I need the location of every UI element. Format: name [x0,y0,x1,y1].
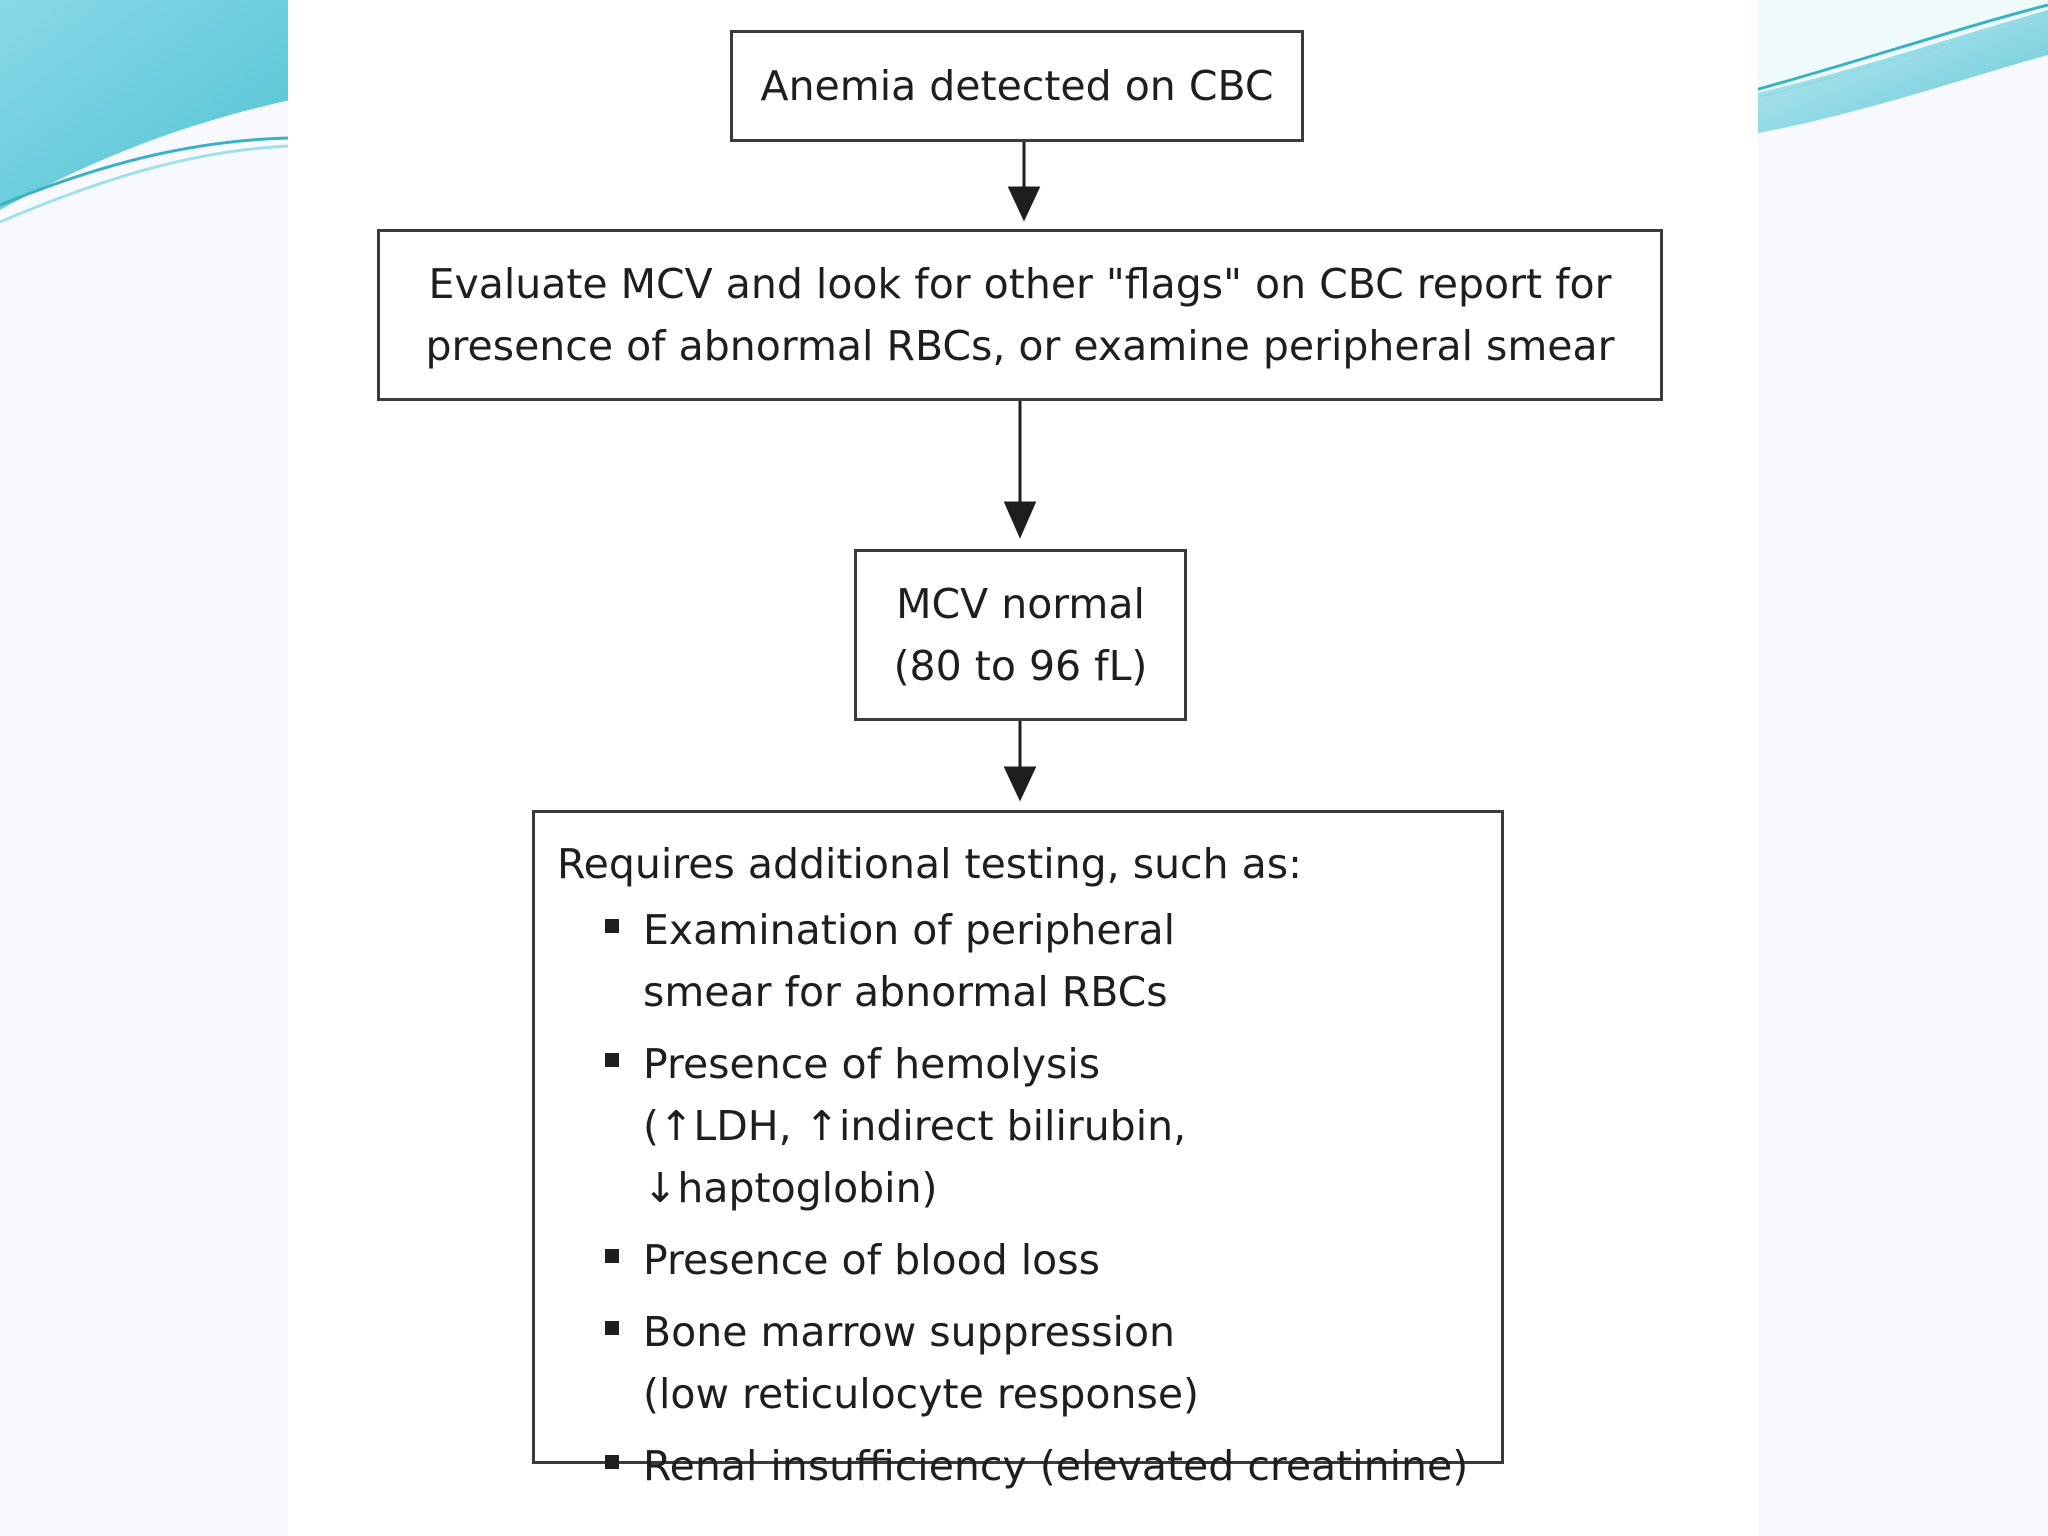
test-item-text: Presence of hemolysis [643,1040,1101,1088]
test-item-peripheral-smear [605,899,1481,1023]
right-swoosh-decoration [1748,0,2048,150]
bullet-icon [605,1455,619,1469]
test-item-text: (low reticulocyte response) [643,1370,1200,1418]
evaluate-text-line-2: presence of abnormal RBCs, or examine peripheral smear [425,322,1615,370]
evaluate-mcv-box [377,229,1663,401]
anemia-detected-box [730,30,1304,142]
test-item-hemolysis [605,1033,1481,1219]
test-item-text: Bone marrow suppression [643,1308,1176,1356]
test-item-text: Renal insufficiency (elevated creatinine) [643,1442,1469,1490]
additional-testing-box [532,810,1504,1490]
arrowhead-3 [1006,768,1034,798]
test-item-text: (↑LDH, ↑indirect bilirubin, ↓haptoglobin) [643,1102,1187,1212]
test-item-text: Examination of peripheral [643,906,1175,954]
arrowhead-1 [1010,188,1038,218]
test-item-renal [605,1435,1481,1497]
additional-testing-title: Requires additional testing, such as: [557,840,1302,888]
test-item-blood-loss [605,1229,1481,1291]
arrowhead-2 [1006,503,1034,535]
test-item-bone-marrow [605,1301,1481,1425]
additional-testing-list [557,899,1481,1497]
mcv-normal-text: MCV normal [896,580,1145,628]
test-item-text: Presence of blood loss [643,1236,1100,1284]
bullet-icon [605,1321,619,1335]
mcv-range-text: (80 to 96 fL) [893,642,1148,690]
evaluate-text-line-1: Evaluate MCV and look for other "flags" on CBC report for [428,260,1612,308]
left-swoosh-decoration [0,0,300,240]
mcv-normal-box [854,549,1187,721]
flowchart-figure [288,0,1758,1536]
anemia-detected-text: Anemia detected on CBC [760,62,1274,110]
test-item-text: smear for abnormal RBCs [643,968,1168,1016]
bullet-icon [605,1249,619,1263]
bullet-icon [605,919,619,933]
bullet-icon [605,1053,619,1067]
